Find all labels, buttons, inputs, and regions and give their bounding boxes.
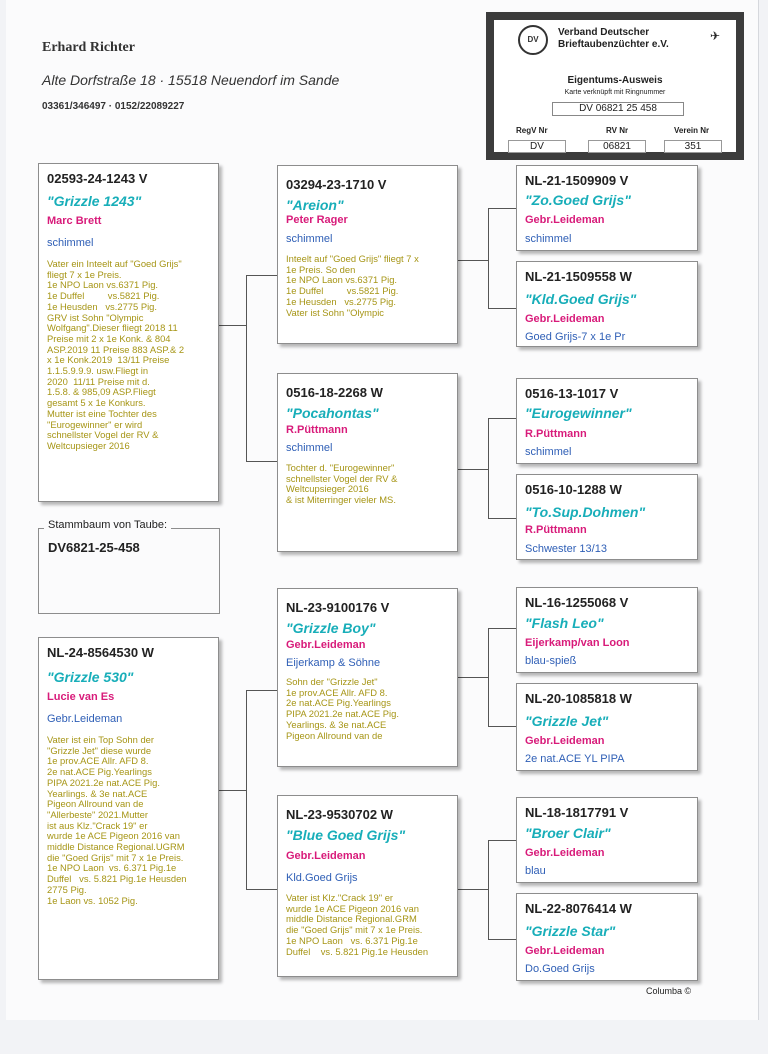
breeder-name: Marc Brett bbox=[47, 215, 102, 227]
connector-line bbox=[458, 889, 488, 890]
connector-line bbox=[488, 518, 516, 519]
owner-phone: 03361/346497 · 0152/22089227 bbox=[42, 101, 185, 112]
card-ring-number: DV 06821 25 458 bbox=[552, 102, 684, 116]
ring-number: NL-24-8564530 W bbox=[47, 645, 154, 660]
pigeon-color: Goed Grijs-7 x 1e Pr bbox=[525, 331, 626, 343]
association-logo-icon: DV bbox=[518, 25, 548, 55]
stammbaum-ring: DV6821-25-458 bbox=[48, 540, 140, 555]
ring-number: 0516-13-1017 V bbox=[525, 386, 619, 401]
breeder-name: Gebr.Leideman bbox=[525, 735, 605, 747]
card-subtitle: Karte verknüpft mit Ringnummer bbox=[564, 89, 666, 96]
ring-number: NL-22-8076414 W bbox=[525, 901, 632, 916]
breeder-name: Gebr.Leideman bbox=[525, 313, 605, 325]
association-name bbox=[558, 27, 669, 51]
pigeon-color: blau bbox=[525, 865, 546, 877]
stammbaum-label: Stammbaum von Taube: bbox=[44, 519, 171, 531]
pigeon-name: "Areion" bbox=[286, 197, 344, 213]
connector-line bbox=[488, 418, 516, 419]
pedigree-box-dam-sire bbox=[277, 588, 458, 767]
connector-line bbox=[488, 628, 516, 629]
connector-line bbox=[488, 308, 516, 309]
pigeon-color: schimmel bbox=[47, 237, 94, 249]
pigeon-description: Vater ist Klz."Crack 19" er wurde 1e ACE Pigeon 2016 van middle Distance Regional.GRM die "Goed Grijs" mit 7 x 1e Preis. 1e NPO Laon vs. 6.371 Pig.1e Duffel vs. 5.821 Pig.1e Heusden bbox=[286, 892, 429, 957]
pedigree-box-gen3-4 bbox=[516, 474, 698, 560]
connector-line bbox=[458, 677, 488, 678]
pigeon-name: "Grizzle Boy" bbox=[286, 620, 376, 636]
pigeon-description: Tochter d. "Eurogewinner" schnellster Vogel der RV & Weltcupsieger 2016 & ist Miterringer vieler MS. bbox=[286, 462, 398, 506]
owner-name: Erhard Richter bbox=[42, 40, 135, 55]
pigeon-color: schimmel bbox=[286, 442, 333, 454]
card-label-rv: RV Nr bbox=[606, 126, 629, 135]
card-label-regv: RegV Nr bbox=[516, 126, 548, 135]
pedigree-box-gen3-8 bbox=[516, 893, 698, 981]
connector-line bbox=[246, 275, 277, 276]
pigeon-name: "To.Sup.Dohmen" bbox=[525, 504, 646, 520]
pigeon-color: Kld.Goed Grijs bbox=[286, 872, 358, 884]
card-title: Eigentums-Ausweis bbox=[567, 75, 663, 86]
association-name-line2: Brieftaubenzüchter e.V. bbox=[558, 39, 669, 50]
pigeon-description: Sohn der "Grizzle Jet" 1e prov.ACE Allr. AFD 8. 2e nat.ACE Pig.Yearlings PIPA 2021.2e nat.ACE Pig. Yearlings. & 3e nat.ACE Pigeon Allround van de bbox=[286, 676, 399, 741]
breeder-name: Lucie van Es bbox=[47, 691, 115, 703]
ring-number: 0516-18-2268 W bbox=[286, 385, 383, 400]
pigeon-name: "Grizzle Star" bbox=[525, 923, 616, 939]
breeder-name: Gebr.Leideman bbox=[525, 847, 605, 859]
pigeon-color: schimmel bbox=[286, 233, 333, 245]
card-value-rv: 06821 bbox=[588, 140, 646, 153]
card-value-regv: DV bbox=[508, 140, 566, 153]
connector-line bbox=[488, 840, 516, 841]
connector-line bbox=[458, 469, 488, 470]
pigeon-name: "Zo.Goed Grijs" bbox=[525, 192, 631, 208]
pigeon-color: schimmel bbox=[525, 446, 572, 458]
pigeon-description: Vater ein Inteelt auf "Goed Grijs" fliegt 7 x 1e Preis. 1e NPO Laon vs.6371 Pig. 1e Duffel vs.5821 Pig. 1e Heusden vs.2775 Pig. GRV ist Sohn "Olympic Wolfgang".Dieser fliegt 2018 11 Preise mit 2 x 1e Konk. & 804 ASP.2019 11 Preise 883 ASP.& 2 x 1e Konk.2019 13/11 Preise 1.1.5.9.9.9. usw.Fliegt in 2020 11/11 Preise mit d. 1.5.8. & 985,09 ASP.Fliegt gesamt 5 x 1e Konkurs. Mutter ist eine Tochter des "Eurogewinner" er wird schnellster Vogel der RV & Weltcupsieger 2016 bbox=[47, 258, 185, 451]
card-value-verein: 351 bbox=[664, 140, 722, 153]
ring-number: NL-16-1255068 V bbox=[525, 595, 629, 610]
pigeon-color: Eijerkamp & Söhne bbox=[286, 657, 381, 669]
ring-number: NL-21-1509909 V bbox=[525, 173, 629, 188]
breeder-name: Peter Rager bbox=[286, 214, 348, 226]
pigeon-name: "Broer Clair" bbox=[525, 825, 611, 841]
pigeon-name: "Eurogewinner" bbox=[525, 405, 632, 421]
breeder-name: R.Püttmann bbox=[286, 424, 348, 436]
connector-line bbox=[488, 726, 516, 727]
ring-number: 02593-24-1243 V bbox=[47, 171, 148, 186]
pedigree-box-dam-dam bbox=[277, 795, 458, 977]
ring-number: NL-21-1509558 W bbox=[525, 269, 632, 284]
connector-line bbox=[488, 628, 489, 727]
ring-number: NL-18-1817791 V bbox=[525, 805, 629, 820]
pedigree-box-dam bbox=[38, 637, 219, 980]
pigeon-description: Inteelt auf "Goed Grijs" fliegt 7 x 1e Preis. So den 1e NPO Laon vs.6371 Pig. 1e Duffel vs.5821 Pig. 1e Heusden vs.2775 Pig. Vater ist Sohn "Olympic bbox=[286, 253, 419, 318]
breeder-name: Eijerkamp/van Loon bbox=[525, 637, 630, 649]
pedigree-box-gen3-2 bbox=[516, 261, 698, 347]
connector-line bbox=[488, 208, 489, 309]
pedigree-box-sire-sire bbox=[277, 165, 458, 344]
pigeon-name: "Pocahontas" bbox=[286, 405, 379, 421]
ring-number: 03294-23-1710 V bbox=[286, 177, 387, 192]
owner-address: Alte Dorfstraße 18 · 15518 Neuendorf im Sande bbox=[42, 72, 340, 88]
pigeon-name: "Grizzle 1243" bbox=[47, 193, 142, 209]
pigeon-color: blau-spieß bbox=[525, 655, 577, 667]
pigeon-color: 2e nat.ACE YL PIPA bbox=[525, 753, 625, 765]
breeder-name: R.Püttmann bbox=[525, 524, 587, 536]
pedigree-box-gen3-3 bbox=[516, 378, 698, 464]
card-label-verein: Verein Nr bbox=[674, 126, 710, 135]
pigeon-description: Vater ist ein Top Sohn der "Grizzle Jet" diese wurde 1e prov.ACE Allr. AFD 8. 2e nat.ACE Pig.Yearlings PIPA 2021.2e nat.ACE Pig. Yearlings. & 3e nat.ACE Pigeon Allround van de "Allerbeste" 2021.Mutter ist aus Klz."Crack 19" er wurde 1e ACE Pigeon 2016 van middle Distance Regional.UGRM die "Goed Grijs" mit 7 x 1e Preis. 1e NPO Laon vs. 6.371 Pig.1e Duffel vs. 5.821 Pig.1e Heusden 2775 Pig. 1e Laon vs. 1052 Pig. bbox=[47, 734, 187, 906]
breeder-name: Gebr.Leideman bbox=[525, 214, 605, 226]
footer-credit: Columba © bbox=[646, 986, 692, 996]
breeder-name: Gebr.Leideman bbox=[525, 945, 605, 957]
breeder-name: R.Püttmann bbox=[525, 428, 587, 440]
pigeon-name: "Flash Leo" bbox=[525, 615, 604, 631]
connector-line bbox=[246, 690, 277, 691]
ownership-card-inner bbox=[494, 20, 736, 152]
connector-line bbox=[488, 418, 489, 519]
connector-line bbox=[488, 939, 516, 940]
pigeon-color: Schwester 13/13 bbox=[525, 543, 607, 555]
breeder-name: Gebr.Leideman bbox=[286, 850, 366, 862]
ring-number: NL-23-9100176 V bbox=[286, 600, 390, 615]
connector-line bbox=[458, 260, 488, 261]
breeder-name: Gebr.Leideman bbox=[286, 639, 366, 651]
connector-line bbox=[488, 840, 489, 940]
pedigree-box-gen3-6 bbox=[516, 683, 698, 771]
pedigree-box-gen3-1 bbox=[516, 165, 698, 251]
pigeon-name: "Grizzle 530" bbox=[47, 669, 134, 685]
pigeon-color: Gebr.Leideman bbox=[47, 713, 123, 725]
pedigree-box-sire-dam bbox=[277, 373, 458, 552]
connector-line bbox=[246, 889, 277, 890]
connector-line bbox=[246, 690, 247, 890]
pigeon-color: schimmel bbox=[525, 233, 572, 245]
ring-number: 0516-10-1288 W bbox=[525, 482, 622, 497]
pigeon-name: "Kld.Goed Grijs" bbox=[525, 291, 637, 307]
pigeon-name: "Blue Goed Grijs" bbox=[286, 827, 406, 843]
ring-number: NL-20-1085818 W bbox=[525, 691, 632, 706]
airplane-icon: ✈ bbox=[710, 29, 721, 43]
connector-line bbox=[246, 461, 277, 462]
association-name-line1: Verband Deutscher bbox=[558, 27, 650, 38]
pedigree-box-sire bbox=[38, 163, 219, 502]
connector-line bbox=[488, 208, 516, 209]
connector-line bbox=[219, 325, 246, 326]
pedigree-box-gen3-7 bbox=[516, 797, 698, 883]
connector-line bbox=[219, 790, 246, 791]
ring-number: NL-23-9530702 W bbox=[286, 807, 393, 822]
ownership-card bbox=[486, 12, 744, 160]
pigeon-color: Do.Goed Grijs bbox=[525, 963, 595, 975]
connector-line bbox=[246, 275, 247, 462]
pedigree-box-gen3-5 bbox=[516, 587, 698, 673]
pigeon-name: "Grizzle Jet" bbox=[525, 713, 609, 729]
